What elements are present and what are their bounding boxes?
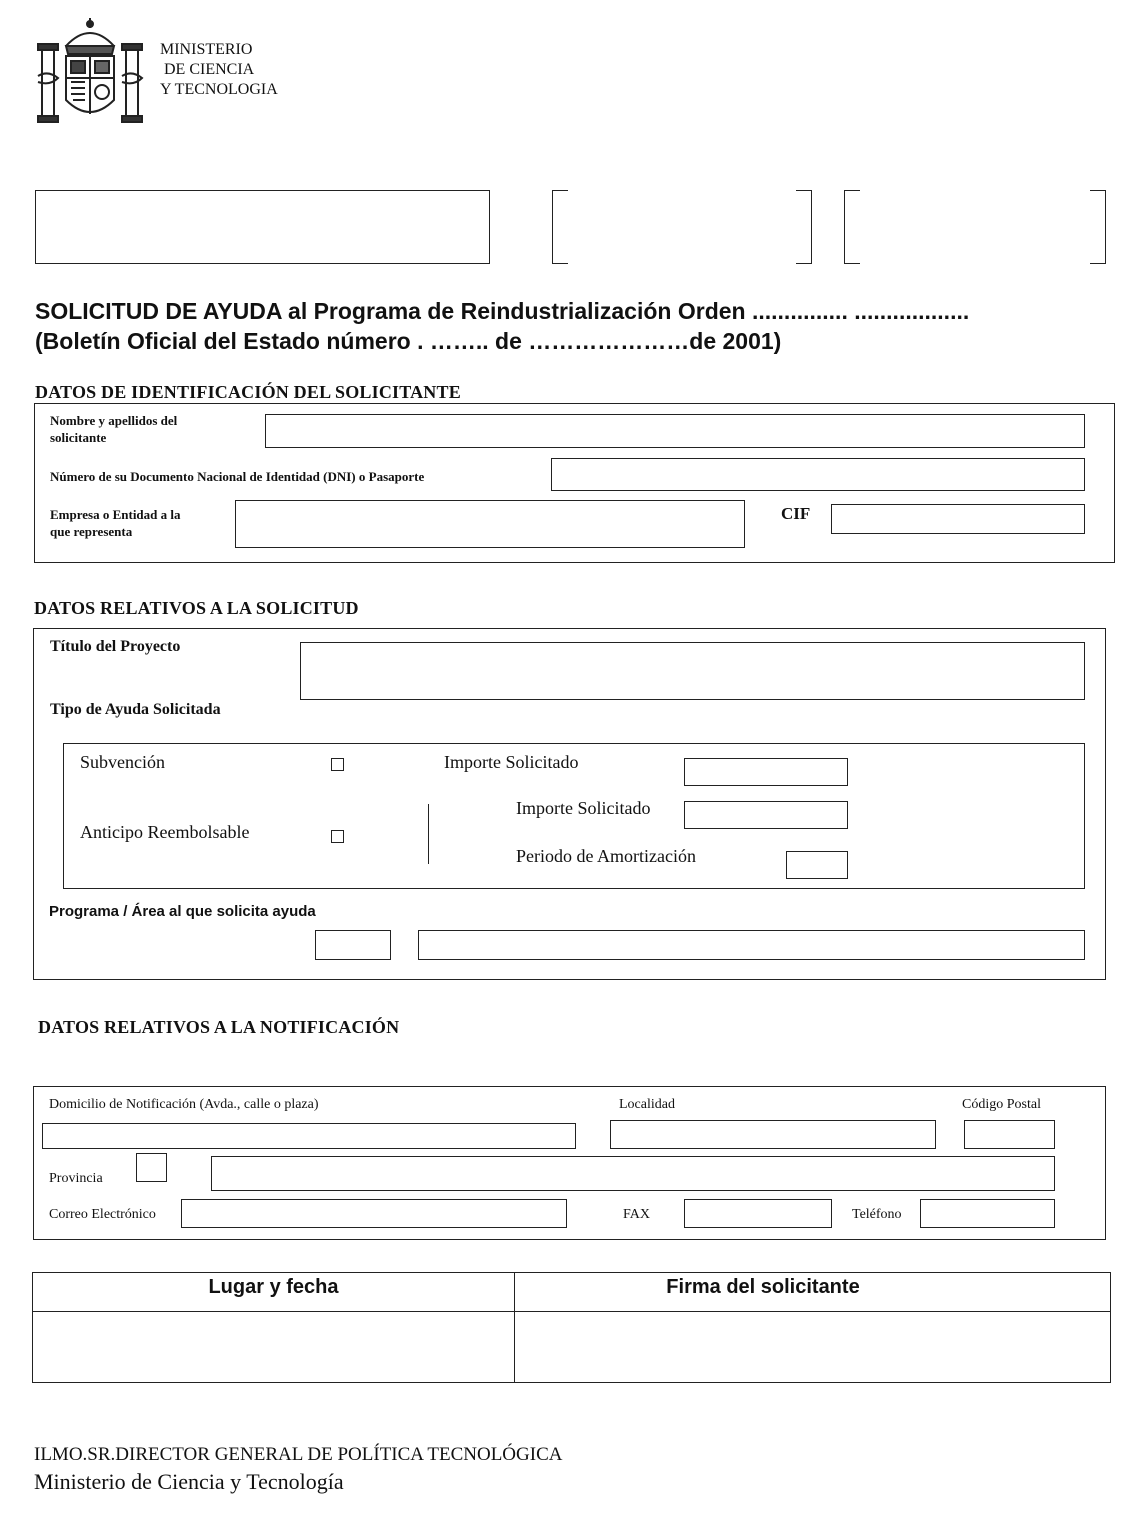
program-code-input[interactable] bbox=[315, 930, 391, 960]
request-heading: DATOS RELATIVOS A LA SOLICITUD bbox=[34, 598, 359, 618]
amortization-label: Periodo de Amortización bbox=[516, 846, 696, 866]
project-title-label: Título del Proyecto bbox=[50, 638, 181, 655]
identification-section bbox=[34, 403, 1115, 563]
subsidy-amount-input[interactable] bbox=[684, 758, 848, 786]
advance-divider bbox=[428, 804, 429, 864]
registry-entry-box[interactable] bbox=[35, 190, 490, 264]
fax-label: FAX bbox=[623, 1207, 650, 1222]
dni-label: Número de su Documento Nacional de Identidad (DNI) o Pasaporte bbox=[50, 469, 425, 484]
signature-table bbox=[32, 1272, 1111, 1383]
applicant-name-label-line2: solicitante bbox=[50, 430, 107, 445]
phone-input[interactable] bbox=[920, 1199, 1055, 1228]
advance-amount-label: Importe Solicitado bbox=[516, 798, 651, 818]
postal-code-input[interactable] bbox=[964, 1120, 1055, 1149]
recipient-line1: ILMO.SR.DIRECTOR GENERAL DE POLÍTICA TECNOLÓGICA bbox=[34, 1444, 563, 1465]
registry-number-field[interactable] bbox=[552, 190, 812, 264]
signature-input[interactable] bbox=[518, 1315, 1108, 1379]
coat-of-arms-icon bbox=[36, 16, 144, 128]
province-code-input[interactable] bbox=[136, 1153, 167, 1182]
email-label: Correo Electrónico bbox=[49, 1207, 156, 1222]
ministry-name-line2: DE CIENCIA bbox=[164, 61, 255, 78]
place-date-header: Lugar y fecha bbox=[208, 1276, 339, 1298]
aid-type-label: Tipo de Ayuda Solicitada bbox=[50, 701, 221, 718]
notification-section bbox=[33, 1086, 1106, 1240]
notification-heading: DATOS RELATIVOS A LA NOTIFICACIÓN bbox=[38, 1017, 400, 1037]
ministry-name-line3: Y TECNOLOGIA bbox=[160, 81, 278, 98]
province-input[interactable] bbox=[211, 1156, 1055, 1191]
company-label-line1: Empresa o Entidad a la bbox=[50, 507, 181, 522]
amortization-input[interactable] bbox=[786, 851, 848, 879]
project-title-input[interactable] bbox=[300, 642, 1085, 700]
signature-header: Firma del solicitante bbox=[666, 1276, 860, 1298]
advance-checkbox[interactable] bbox=[331, 830, 344, 843]
place-date-input[interactable] bbox=[35, 1315, 511, 1379]
postal-code-label: Código Postal bbox=[962, 1097, 1041, 1112]
company-input[interactable] bbox=[235, 500, 745, 548]
subsidy-amount-label: Importe Solicitado bbox=[444, 752, 579, 772]
identification-heading: DATOS DE IDENTIFICACIÓN DEL SOLICITANTE bbox=[35, 382, 461, 402]
program-label: Programa / Área al que solicita ayuda bbox=[49, 903, 316, 920]
advance-amount-input[interactable] bbox=[684, 801, 848, 829]
phone-label: Teléfono bbox=[852, 1207, 902, 1222]
address-input[interactable] bbox=[42, 1123, 576, 1149]
subsidy-checkbox[interactable] bbox=[331, 758, 344, 771]
locality-input[interactable] bbox=[610, 1120, 936, 1149]
applicant-name-input[interactable] bbox=[265, 414, 1085, 448]
form-title-line2: (Boletín Oficial del Estado número . …….. de …………………de 2001) bbox=[35, 328, 782, 354]
ministry-name-line1: MINISTERIO bbox=[160, 41, 253, 58]
dni-input[interactable] bbox=[551, 458, 1085, 491]
cif-label: CIF bbox=[781, 504, 811, 523]
address-label: Domicilio de Notificación (Avda., calle o plaza) bbox=[49, 1097, 319, 1112]
fax-input[interactable] bbox=[684, 1199, 832, 1228]
aid-type-group bbox=[63, 743, 1085, 889]
cif-input[interactable] bbox=[831, 504, 1085, 534]
registry-date-field[interactable] bbox=[844, 190, 1106, 264]
email-input[interactable] bbox=[181, 1199, 567, 1228]
request-section bbox=[33, 628, 1106, 980]
advance-label: Anticipo Reembolsable bbox=[80, 822, 250, 842]
province-label: Provincia bbox=[49, 1171, 103, 1186]
form-title-line1: SOLICITUD DE AYUDA al Programa de Reindustrialización Orden ............... .................. bbox=[35, 298, 970, 324]
company-label-line2: que representa bbox=[50, 524, 133, 539]
recipient-line2: Ministerio de Ciencia y Tecnología bbox=[34, 1469, 344, 1494]
subsidy-label: Subvención bbox=[80, 752, 165, 772]
program-area-input[interactable] bbox=[418, 930, 1085, 960]
locality-label: Localidad bbox=[619, 1097, 675, 1112]
applicant-name-label-line1: Nombre y apellidos del bbox=[50, 413, 178, 428]
